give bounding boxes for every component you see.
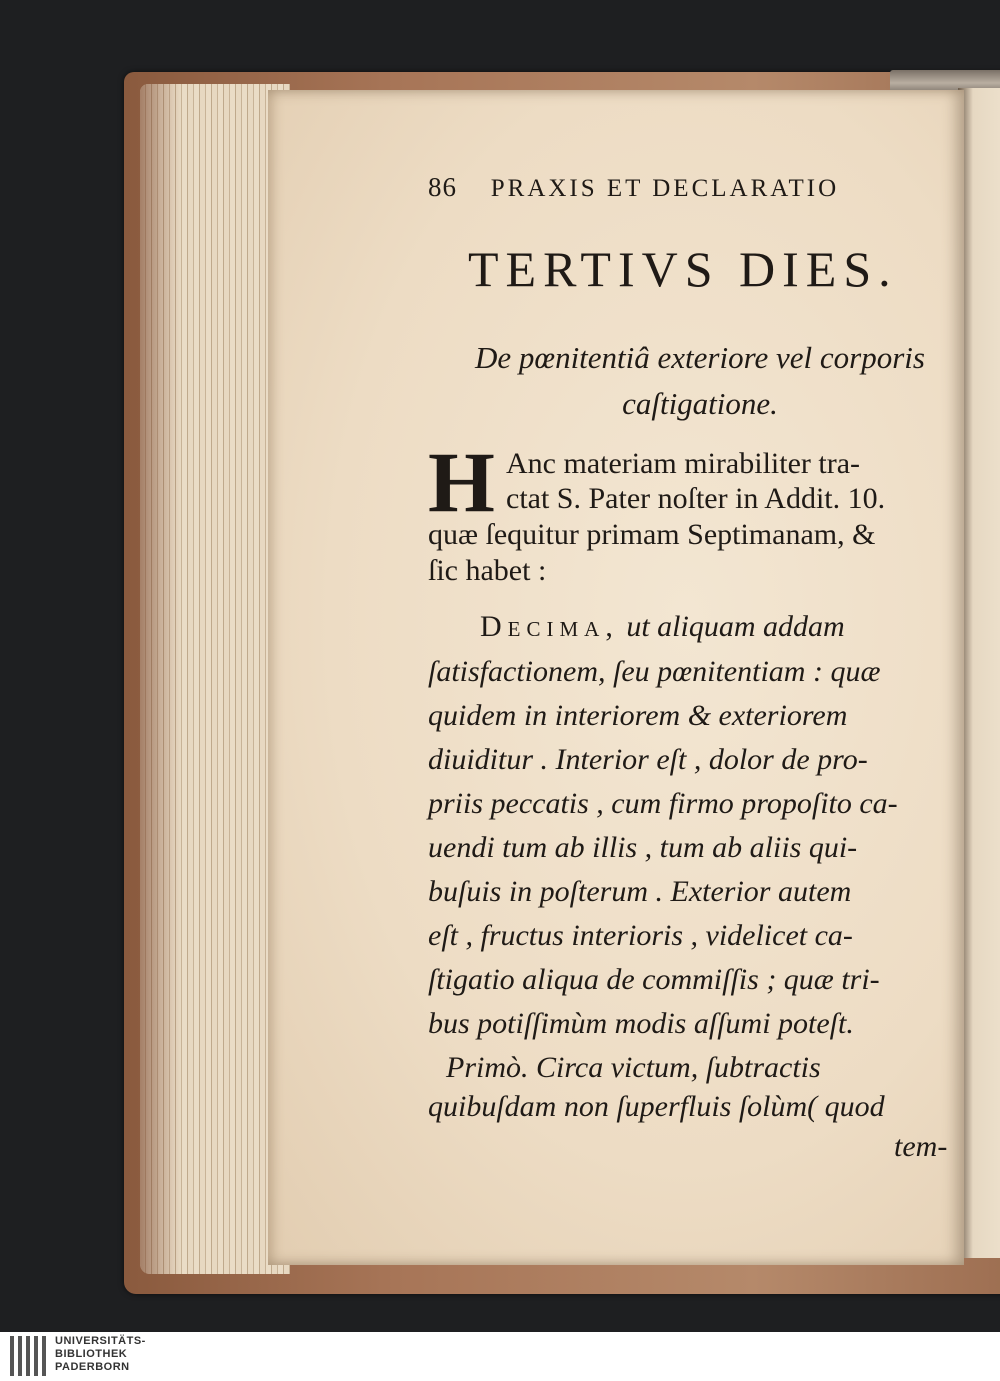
body-line: buſuis in poſterum . Exterior autem — [428, 875, 852, 908]
chapter-subtitle — [450, 335, 950, 427]
logo-line-3: PADERBORN — [55, 1361, 130, 1373]
body-line: diuiditur . Interior eſt , dolor de pro- — [428, 743, 868, 776]
subtitle-line-1: De pœnitentiâ exteriore vel corporis — [475, 340, 925, 375]
body-line: bus potiſſimùm modis aſſumi poteſt. — [428, 1007, 854, 1040]
facing-page-edge — [958, 88, 1000, 1258]
book-page — [268, 90, 964, 1265]
decima-text: ut aliquam addam — [626, 610, 845, 643]
page-number: 86 — [428, 172, 457, 202]
body-line — [480, 610, 845, 644]
body-line: Anc materiam mirabiliter tra- — [506, 447, 861, 480]
logo-line-1: UNIVERSITÄTS- — [55, 1335, 146, 1347]
body-line: ctat S. Pater noſter in Addit. 10. — [506, 482, 886, 515]
library-logo-icon — [8, 1334, 48, 1378]
body-line: quæ ſequitur primam Septimanam, & — [428, 518, 876, 551]
footer-bar — [0, 1332, 1000, 1381]
subtitle-line-2: caſtigatione. — [622, 386, 778, 421]
body-line: ſatisfactionem, ſeu pœnitentiam : quæ — [428, 655, 881, 688]
page-edges-shadow — [140, 84, 180, 1274]
decima-word: Decima, — [480, 610, 619, 643]
body-line: quibuſdam non ſuperfluis ſolùm( quod — [428, 1090, 885, 1123]
chapter-title: TERTIVS DIES. — [468, 241, 898, 297]
body-line: ſtigatio aliqua de commiſſis ; quæ tri- — [428, 963, 880, 996]
body-line: priis peccatis , cum firmo propoſito ca- — [428, 787, 898, 820]
page-text — [268, 90, 964, 1265]
body-line: eſt , fructus interioris , videlicet ca- — [428, 919, 853, 952]
body-line: ſic habet : — [428, 554, 547, 587]
running-head: PRAXIS ET DECLARATIO — [490, 175, 840, 202]
body-line: Primò. Circa victum, ſubtractis — [446, 1051, 821, 1084]
body-line: quidem in interiorem & exteriorem — [428, 699, 848, 732]
catchword: tem- — [894, 1130, 948, 1163]
body-line: uendi tum ab illis , tum ab aliis qui- — [428, 831, 858, 864]
drop-cap: H — [428, 434, 495, 530]
running-header — [428, 172, 908, 203]
library-logo-text — [55, 1335, 146, 1374]
logo-line-2: BIBLIOTHEK — [55, 1348, 128, 1360]
